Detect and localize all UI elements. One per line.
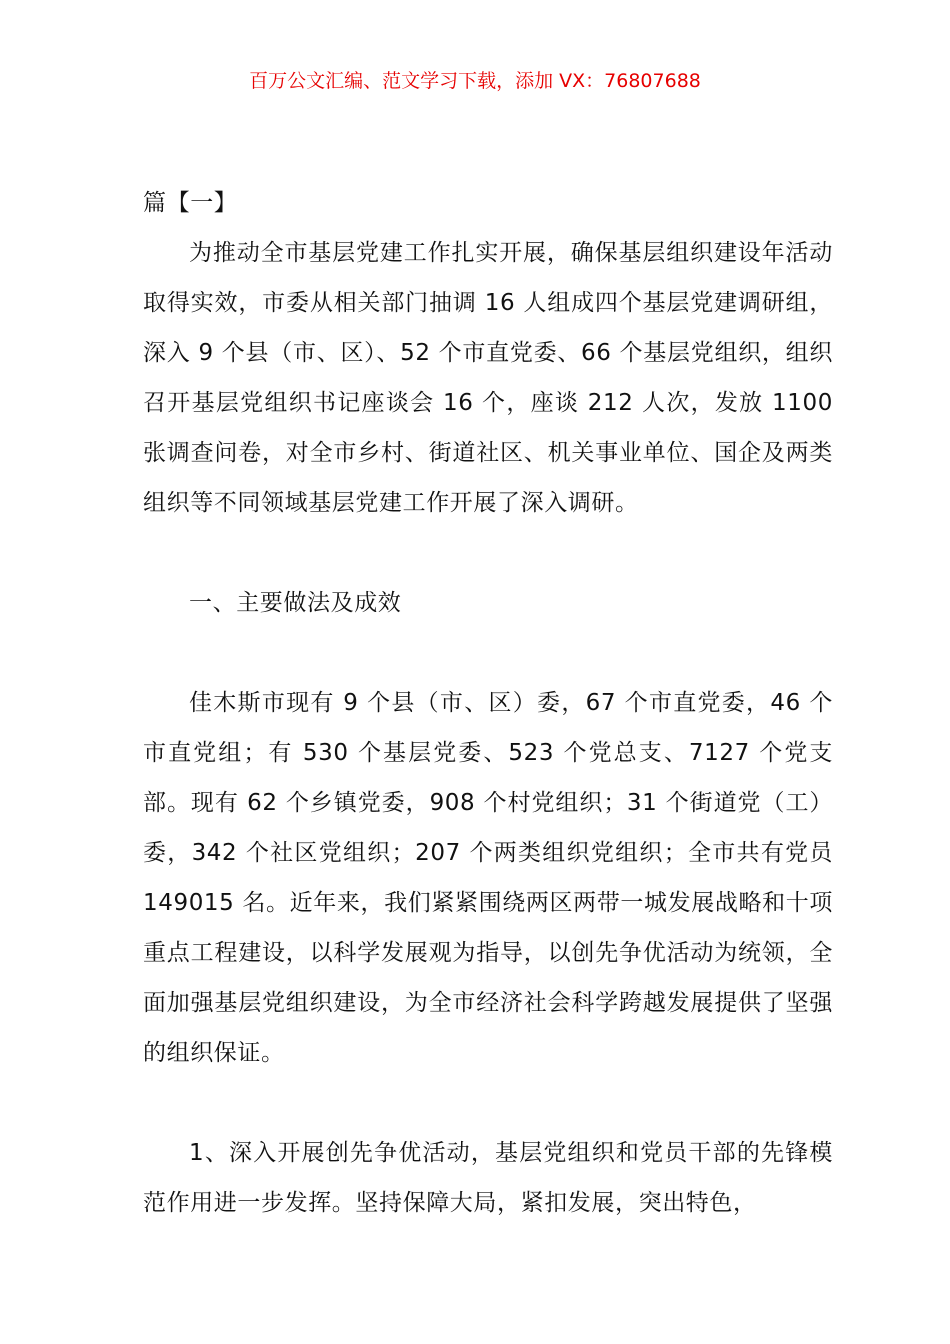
paragraph-spacer [143,528,833,578]
document-body [143,178,833,1228]
intro-paragraph: 为推动全市基层党建工作扎实开展，确保基层组织建设年活动取得实效，市委从相关部门抽调 16 人组成四个基层党建调研组，深入 9 个县（市、区）、52 个市直党委、66 个基层党组织，组织召开基层党组织书记座谈会 16 个，座谈 212 人次，发放 1100 张调查问卷，对全市乡村、街道社区、机关事业单位、国企及两类组织等不同领域基层党建工作开展了深入调研。 [143,240,833,516]
paragraph-spacer [143,1078,833,1128]
section-heading: 一、主要做法及成效 [189,590,402,616]
paragraph-spacer [143,628,833,678]
header-watermark-note: 百万公文汇编、范文学习下载，添加 VX：76807688 [249,70,701,92]
overview-paragraph: 佳木斯市现有 9 个县（市、区）委，67 个市直党委，46 个市直党组；有 530 个基层党委、523 个党总支、7127 个党支部。现有 62 个乡镇党委，908 个村党组织；31 个街道党（工）委，342 个社区党组织；207 个两类组织党组织；全市共有党员 149015 名。近年来，我们紧紧围绕两区两带一城发展战略和十项重点工程建设，以科学发展观为指导，以创先争优活动为统领，全面加强基层党组织建设，为全市经济社会科学跨越发展提供了坚强的组织保证。 [143,690,833,1066]
point-1-paragraph: 1、深入开展创先争优活动，基层党组织和党员干部的先锋模范作用进一步发挥。坚持保障大局，紧扣发展，突出特色， [143,1140,833,1216]
section-marker: 篇【一】 [143,190,238,216]
